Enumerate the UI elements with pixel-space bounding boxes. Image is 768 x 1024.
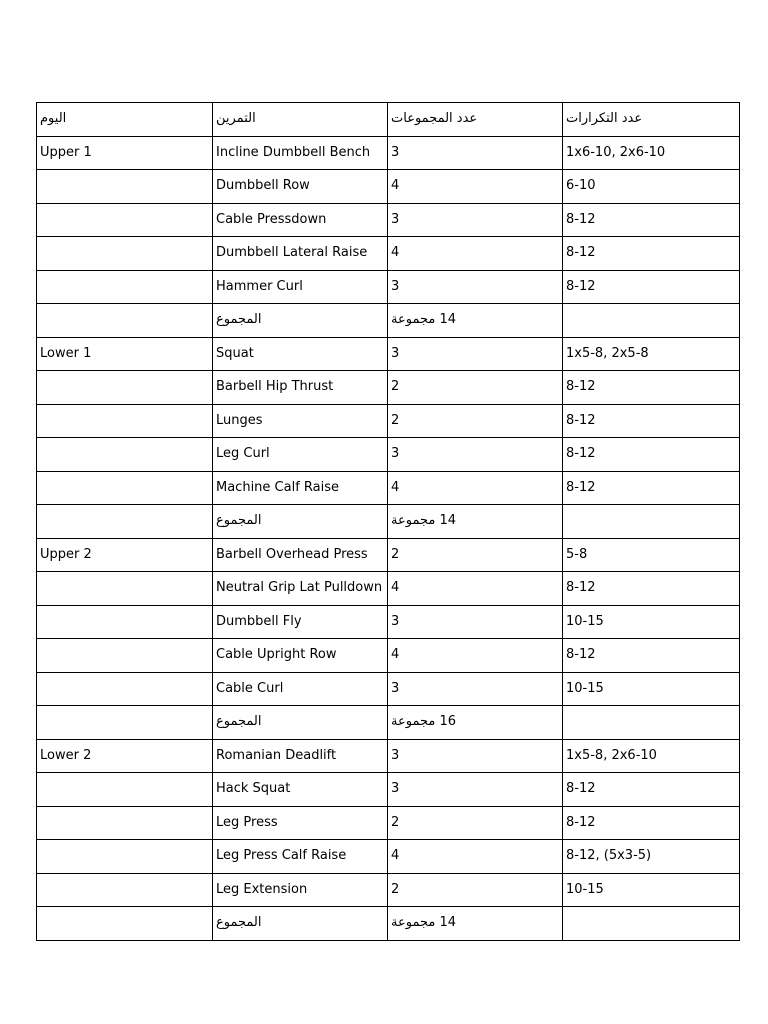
cell-day [37,572,213,606]
cell-day [37,840,213,874]
table-row [37,136,740,170]
cell-exercise-text: المجموع [216,915,262,930]
cell-sets [388,605,563,639]
cell-exercise [213,572,388,606]
cell-exercise-text: المجموع [216,513,262,528]
cell-day [37,136,213,170]
cell-day [37,639,213,673]
cell-reps-text: 1x5-8, 2x6-10 [566,747,657,763]
cell-exercise [213,538,388,572]
cell-reps [563,840,740,874]
cell-reps-text: 8-12 [566,781,596,796]
table-row [37,672,740,706]
cell-sets [388,170,563,204]
cell-reps [563,237,740,271]
table-row [37,270,740,304]
cell-exercise-text: Leg Extension [216,881,308,897]
cell-sets-text: 4 [391,178,400,193]
cell-exercise-text: Barbell Hip Thrust [216,379,334,394]
cell-sets-text: 3 [391,680,400,696]
cell-sets [388,304,563,338]
cell-reps [563,873,740,907]
table-row [37,639,740,673]
cell-day [37,438,213,472]
cell-day [37,806,213,840]
cell-reps-text: 8-12 [566,580,596,595]
table-row [37,337,740,371]
cell-sets-text: 3 [391,278,400,294]
cell-sets [388,706,563,740]
cell-reps-text: 10-15 [566,613,604,629]
cell-sets-text: 4 [391,848,400,863]
cell-day [37,304,213,338]
table-header [37,103,740,137]
cell-sets [388,136,563,170]
cell-reps [563,270,740,304]
cell-sets [388,538,563,572]
cell-exercise [213,907,388,941]
cell-exercise [213,270,388,304]
cell-day [37,237,213,271]
cell-day [37,404,213,438]
cell-exercise-text: Dumbbell Fly [216,613,302,629]
table-row [37,404,740,438]
cell-reps-text: 8-12 [566,446,596,461]
cell-exercise [213,672,388,706]
table-row [37,873,740,907]
cell-reps-text: 8-12 [566,379,596,394]
cell-sets-text: 4 [391,245,400,260]
table-row [37,438,740,472]
cell-day [37,672,213,706]
cell-day [37,538,213,572]
cell-exercise-text: Romanian Deadlift [216,747,337,763]
cell-reps [563,170,740,204]
cell-sets [388,907,563,941]
cell-reps [563,337,740,371]
cell-reps-text: 8-12 [566,814,596,830]
table-row [37,237,740,271]
cell-reps [563,739,740,773]
cell-exercise-text: Hammer Curl [216,278,303,294]
cell-day [37,706,213,740]
cell-sets [388,270,563,304]
cell-reps [563,371,740,405]
cell-day [37,270,213,304]
cell-reps [563,706,740,740]
table-row [37,371,740,405]
cell-day [37,337,213,371]
cell-exercise-text: Dumbbell Row [216,178,310,193]
cell-day [37,605,213,639]
cell-exercise-text: Squat [216,345,254,361]
cell-exercise [213,237,388,271]
cell-sets-text: 14 مجموعة [391,513,456,528]
cell-sets-text: 4 [391,580,400,595]
cell-sets [388,203,563,237]
cell-sets [388,840,563,874]
cell-exercise-text: Lunges [216,412,263,428]
cell-reps [563,136,740,170]
table-row [37,538,740,572]
cell-reps [563,304,740,338]
cell-exercise [213,773,388,807]
header-day: اليوم [37,103,213,137]
table-row [37,739,740,773]
cell-reps-text: 8-12 [566,245,596,260]
cell-sets-text: 4 [391,647,400,662]
cell-sets-text: 2 [391,881,400,897]
cell-sets [388,404,563,438]
cell-exercise [213,505,388,539]
cell-reps [563,538,740,572]
table-row [37,907,740,941]
cell-exercise-text: Cable Pressdown [216,211,327,227]
cell-exercise-text: المجموع [216,714,262,729]
cell-exercise-text: المجموع [216,312,262,327]
cell-exercise [213,136,388,170]
cell-sets [388,438,563,472]
cell-sets-text: 3 [391,144,400,160]
cell-reps [563,672,740,706]
cell-reps [563,907,740,941]
cell-exercise [213,639,388,673]
cell-reps-text: 8-12, (5x3-5) [566,848,652,863]
cell-reps [563,806,740,840]
workout-table [36,102,740,941]
cell-exercise-text: Cable Curl [216,680,284,696]
header-reps: عدد التكرارات [563,103,740,137]
cell-exercise-text: Leg Press Calf Raise [216,848,347,863]
table-row [37,840,740,874]
cell-sets [388,773,563,807]
cell-reps-text: 1x6-10, 2x6-10 [566,144,666,160]
cell-sets-text: 3 [391,747,400,763]
cell-sets [388,505,563,539]
cell-reps [563,572,740,606]
cell-sets [388,672,563,706]
cell-sets [388,371,563,405]
cell-exercise-text: Dumbbell Lateral Raise [216,245,368,260]
table-row [37,706,740,740]
table-row [37,572,740,606]
cell-sets-text: 2 [391,379,400,394]
cell-exercise [213,371,388,405]
cell-day [37,203,213,237]
cell-day [37,739,213,773]
cell-exercise-text: Machine Calf Raise [216,479,340,495]
cell-exercise [213,739,388,773]
cell-reps [563,438,740,472]
header-row [37,103,740,137]
table-row [37,806,740,840]
cell-sets [388,739,563,773]
cell-exercise-text: Neutral Grip Lat Pulldown [216,580,383,595]
table-row [37,605,740,639]
cell-sets-text: 4 [391,479,400,495]
cell-exercise [213,471,388,505]
cell-reps [563,505,740,539]
cell-day-text: Lower 1 [40,345,92,361]
cell-exercise [213,806,388,840]
cell-exercise [213,706,388,740]
cell-sets-text: 3 [391,446,400,461]
cell-reps [563,471,740,505]
cell-sets [388,471,563,505]
cell-reps [563,639,740,673]
table-body [37,136,740,940]
cell-sets [388,639,563,673]
cell-reps-text: 1x5-8, 2x5-8 [566,345,649,361]
cell-day [37,907,213,941]
table-row [37,304,740,338]
cell-exercise-text: Leg Curl [216,446,270,461]
cell-day [37,873,213,907]
table-row [37,203,740,237]
cell-sets-text: 2 [391,412,400,428]
cell-exercise [213,438,388,472]
cell-reps-text: 10-15 [566,881,604,897]
cell-sets [388,237,563,271]
cell-exercise [213,605,388,639]
cell-exercise [213,304,388,338]
cell-sets-text: 2 [391,546,400,562]
cell-exercise-text: Leg Press [216,814,278,830]
cell-day-text: Upper 2 [40,546,92,562]
cell-exercise [213,404,388,438]
cell-sets-text: 3 [391,345,400,361]
cell-sets [388,873,563,907]
header-sets: عدد المجموعات [388,103,563,137]
cell-reps-text: 5-8 [566,546,588,562]
cell-sets-text: 3 [391,781,400,796]
cell-exercise-text: Hack Squat [216,781,291,796]
cell-exercise [213,873,388,907]
cell-reps-text: 8-12 [566,647,596,662]
cell-sets [388,806,563,840]
cell-day [37,505,213,539]
cell-reps-text: 6-10 [566,178,596,193]
cell-exercise [213,840,388,874]
cell-sets-text: 16 مجموعة [391,714,456,729]
cell-exercise [213,170,388,204]
cell-sets-text: 14 مجموعة [391,915,456,930]
cell-exercise-text: Incline Dumbbell Bench [216,144,371,160]
cell-reps-text: 8-12 [566,412,596,428]
cell-sets [388,337,563,371]
table-row [37,505,740,539]
cell-exercise-text: Cable Upright Row [216,647,337,662]
cell-reps-text: 8-12 [566,278,596,294]
table-row [37,773,740,807]
cell-sets-text: 3 [391,613,400,629]
table-row [37,471,740,505]
cell-reps-text: 8-12 [566,479,596,495]
cell-day [37,170,213,204]
cell-reps [563,605,740,639]
cell-sets-text: 14 مجموعة [391,312,456,327]
cell-day [37,773,213,807]
cell-reps [563,773,740,807]
cell-day [37,471,213,505]
cell-day-text: Lower 2 [40,747,92,763]
cell-day-text: Upper 1 [40,144,92,160]
cell-reps-text: 10-15 [566,680,604,696]
cell-reps [563,203,740,237]
cell-exercise-text: Barbell Overhead Press [216,546,368,562]
cell-sets-text: 3 [391,211,400,227]
cell-sets [388,572,563,606]
cell-exercise [213,337,388,371]
cell-reps [563,404,740,438]
cell-exercise [213,203,388,237]
cell-day [37,371,213,405]
header-exercise: التمرين [213,103,388,137]
cell-sets-text: 2 [391,814,400,830]
table-row [37,170,740,204]
cell-reps-text: 8-12 [566,211,596,227]
